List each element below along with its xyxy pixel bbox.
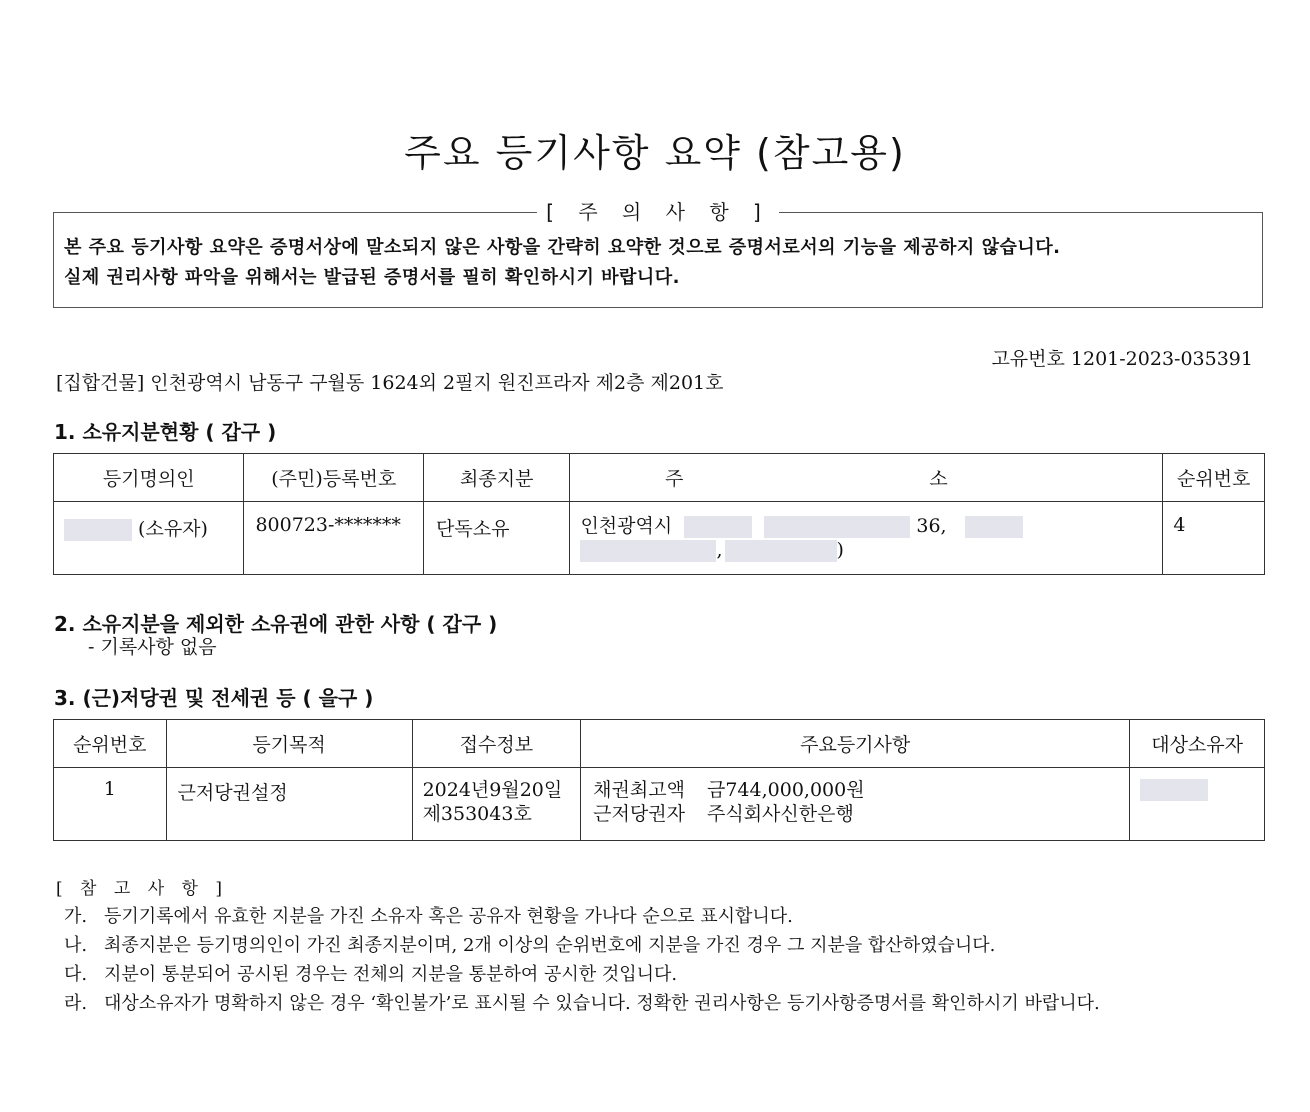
receipt-cell	[412, 768, 581, 841]
addr-comma: ,	[716, 539, 723, 561]
col-header: (주민)등록번호	[244, 454, 424, 502]
col-header: 주요등기사항	[581, 720, 1130, 768]
references-heading: [ 참 고 사 항 ]	[56, 879, 228, 899]
caution-text	[64, 233, 1060, 293]
list-text: 지분이 통분되어 공시된 경우는 전체의 지분을 통분하여 공시한 것입니다.	[104, 964, 678, 985]
list-marker: 라.	[64, 993, 88, 1014]
addr-close: )	[836, 539, 844, 561]
references-list	[64, 902, 1244, 1018]
section2-heading: 2. 소유지분을 제외한 소유권에 관한 사항 ( 갑구 )	[54, 612, 498, 636]
col-header: 등기명의인	[54, 454, 244, 502]
detail-label: 채권최고액	[593, 779, 685, 801]
property-address: [집합건물] 인천광역시 남동구 구월동 1624외 2필지 원진프라자 제2층 제201호	[56, 372, 724, 394]
col-header: 최종지분	[424, 454, 570, 502]
caution-line-2: 실제 권리사항 파악을 위해서는 발급된 증명서를 필히 확인하시기 바랍니다.	[64, 267, 680, 288]
unique-number: 고유번호 1201-2023-035391	[991, 348, 1253, 370]
col-header: 등기목적	[166, 720, 412, 768]
mortgage-table	[53, 719, 1265, 841]
rank-cell: 4	[1163, 502, 1265, 575]
list-item	[64, 989, 1244, 1018]
col-header: 대상소유자	[1130, 720, 1265, 768]
redacted-address	[580, 540, 716, 562]
list-marker: 가.	[64, 906, 88, 927]
table-row	[54, 768, 1265, 841]
receipt-number: 제353043호	[422, 803, 532, 825]
list-text: 등기기록에서 유효한 지분을 가진 소유자 혹은 공유자 현황을 가나다 순으로 표시합니다.	[104, 906, 793, 927]
redacted-address	[965, 516, 1023, 538]
reg-number-cell: 800723-*******	[244, 502, 424, 575]
addr-city: 인천광역시	[580, 515, 673, 537]
list-marker: 다.	[64, 964, 88, 985]
detail-value: 금744,000,000원	[706, 779, 865, 801]
target-owner-cell	[1130, 768, 1265, 841]
col-header: 접수정보	[412, 720, 581, 768]
owner-role: (소유자)	[138, 518, 208, 540]
section3-heading: 3. (근)저당권 및 전세권 등 ( 을구 )	[54, 686, 374, 710]
owner-address-cell	[570, 502, 1163, 575]
redacted-name	[1140, 779, 1208, 801]
addr-num: 36,	[916, 515, 947, 537]
detail-label: 근저당권자	[593, 803, 685, 825]
section1-heading: 1. 소유지분현황 ( 갑구 )	[54, 420, 277, 444]
table-row	[54, 502, 1265, 575]
receipt-date: 2024년9월20일	[422, 779, 563, 801]
purpose-cell: 근저당권설정	[166, 768, 412, 841]
table-header-row	[54, 720, 1265, 768]
ownership-table	[53, 453, 1265, 575]
col-header: 주 소	[570, 454, 1163, 502]
list-item	[64, 960, 1244, 989]
col-header: 순위번호	[54, 720, 167, 768]
list-text: 대상소유자가 명확하지 않은 경우 ‘확인불가’로 표시될 수 있습니다. 정확한 권리사항은 등기사항증명서를 확인하시기 바랍니다.	[104, 993, 1100, 1014]
page-title: 주요 등기사항 요약 (참고용)	[404, 131, 906, 175]
redacted-address	[684, 516, 752, 538]
owner-cell	[54, 502, 244, 575]
redacted-address	[725, 540, 837, 562]
caution-label: [ 주 의 사 항 ]	[537, 196, 779, 224]
section2-note: - 기록사항 없음	[88, 636, 217, 658]
list-text: 최종지분은 등기명의인이 가진 최종지분이며, 2개 이상의 순위번호에 지분을 가진 경우 그 지분을 합산하였습니다.	[104, 935, 996, 956]
redacted-name	[64, 519, 132, 541]
caution-line-1: 본 주요 등기사항 요약은 증명서상에 말소되지 않은 사항을 간략히 요약한 것으로 증명서로서의 기능을 제공하지 않습니다.	[64, 237, 1061, 258]
rank-cell: 1	[54, 768, 167, 841]
redacted-address	[764, 516, 910, 538]
share-cell: 단독소유	[424, 502, 570, 575]
list-marker: 나.	[64, 935, 88, 956]
table-header-row	[54, 454, 1265, 502]
list-item	[64, 931, 1244, 960]
details-cell	[581, 768, 1130, 841]
col-header: 순위번호	[1163, 454, 1265, 502]
detail-value: 주식회사신한은행	[706, 803, 854, 825]
list-item	[64, 902, 1244, 931]
